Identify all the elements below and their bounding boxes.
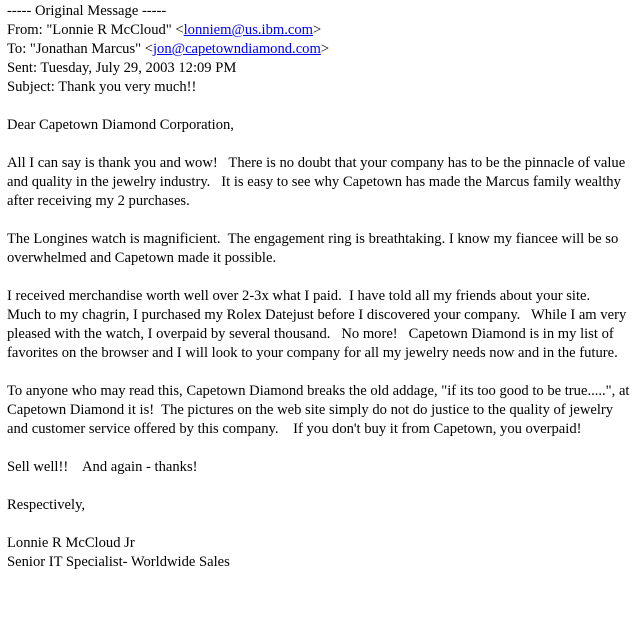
signature: [7, 534, 631, 572]
from-email-link[interactable]: lonniem@us.ibm.com: [183, 22, 313, 38]
greeting: Dear Capetown Diamond Corporation,: [7, 117, 234, 133]
from-label: From: "Lonnie R McCloud" <: [7, 22, 184, 38]
signature-name: Lonnie R McCloud Jr: [7, 535, 135, 551]
email-message: [7, 2, 634, 572]
paragraph-thanks: All I can say is thank you and wow! There is no doubt that your company has to be the pinnacle of value and quality in the jewelry industry. It is easy to see why Capetown has made the Marcus family wealthy after receiving my 2 purchases.: [7, 155, 629, 209]
paragraph-sell-well: Sell well!! And again - thanks!: [7, 459, 198, 475]
paragraph-watch-ring: The Longines watch is magnificient. The engagement ring is breathtaking. I know my fiancee will be so overwhelmed and Capetown made it possible.: [7, 231, 622, 266]
to-label: To: "Jonathan Marcus" <: [7, 41, 153, 57]
to-line: [7, 40, 631, 59]
from-suffix: >: [313, 22, 322, 38]
paragraph-addage: To anyone who may read this, Capetown Diamond breaks the old addage, "if its too good to be true.....", at Capetown Diamond it is! The pictures on the web site simply do not do justice to the quality of jewelry and customer service offered by this company. If you don't buy it from Capetown, you overpaid!: [7, 383, 634, 437]
from-line: [7, 21, 631, 40]
signature-title: Senior IT Specialist- Worldwide Sales: [7, 554, 230, 570]
subject-line: Subject: Thank you very much!!: [7, 79, 197, 95]
to-email-link[interactable]: jon@capetowndiamond.com: [152, 41, 321, 57]
sent-line: Sent: Tuesday, July 29, 2003 12:09 PM: [7, 60, 237, 76]
email-header: [7, 2, 631, 97]
closing: Respectively,: [7, 497, 86, 513]
to-suffix: >: [320, 41, 330, 57]
paragraph-merchandise: I received merchandise worth well over 2-3x what I paid. I have told all my friends about your site. Much to my chagrin, I purchased my Rolex Datejust before I discovered your company. While I am very pleased with the watch, I overpaid by several thousand. No more! Capetown Diamond is in my list of favorites on the browser and I will look to your company for all my jewelry needs now and in the future.: [7, 288, 630, 361]
original-message-separator: ----- Original Message -----: [7, 3, 167, 19]
